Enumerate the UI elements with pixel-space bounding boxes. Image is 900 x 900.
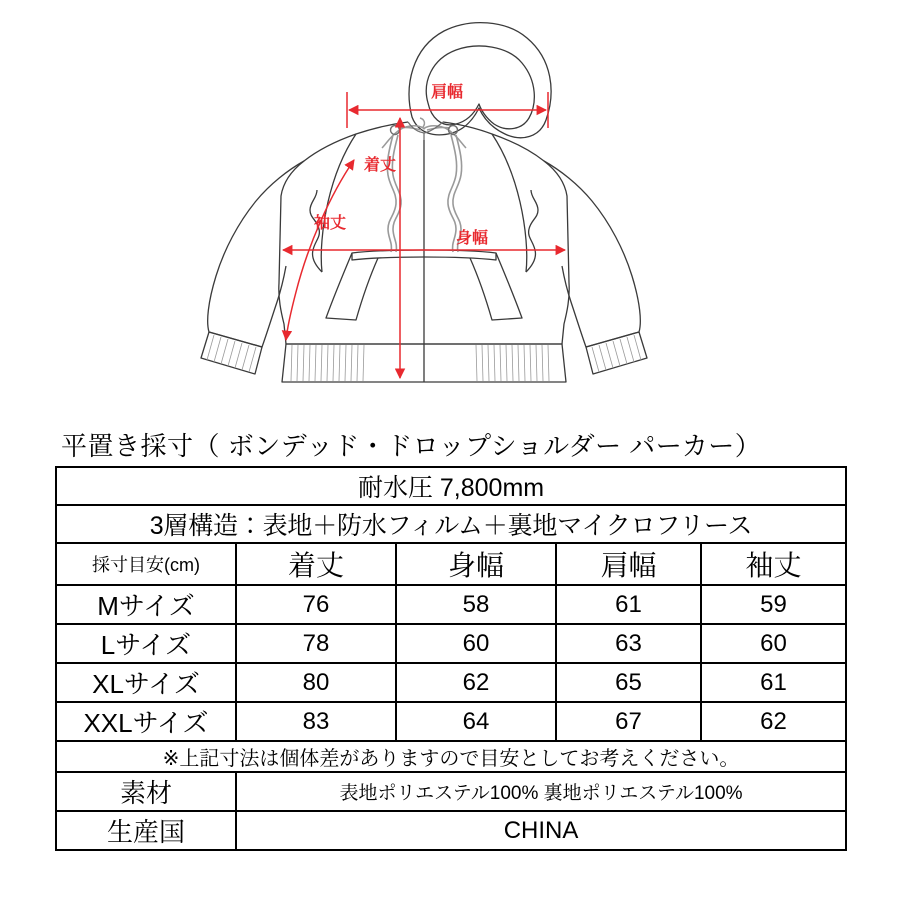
- size-value-cell: 60: [396, 624, 556, 663]
- table-row: [56, 624, 846, 663]
- header-cell-chest-width: 身幅: [396, 543, 556, 585]
- table-row-material: [56, 772, 846, 811]
- body-length-label: 着丈: [363, 157, 397, 174]
- size-spec-sheet: [55, 428, 845, 851]
- left-armhole-seam: [321, 134, 356, 272]
- size-value-cell: 76: [236, 585, 396, 624]
- chest-width-label: 身幅: [455, 230, 489, 247]
- table-header-row: [56, 543, 846, 585]
- size-value-cell: 60: [701, 624, 846, 663]
- table-row: [56, 702, 846, 741]
- size-value-cell: 61: [556, 585, 701, 624]
- waterproof-cell: [56, 467, 846, 505]
- header-cell-body-length: 着丈: [236, 543, 396, 585]
- right-armhole-seam: [492, 134, 527, 272]
- material-value-cell: 表地ポリエステル100% 裏地ポリエステル100%: [236, 772, 846, 811]
- construction-cell: [56, 505, 846, 543]
- table-row-construction: [56, 505, 846, 543]
- size-name-cell: Mサイズ: [56, 585, 236, 624]
- header-cell-measure-guide: 採寸目安(cm): [56, 543, 236, 585]
- hem-ribbing: [291, 345, 549, 381]
- size-value-cell: 78: [236, 624, 396, 663]
- waterproof-text: 耐水圧 7,800mm: [357, 474, 545, 502]
- size-name-cell: Lサイズ: [56, 624, 236, 663]
- table-row-note: [56, 741, 846, 772]
- size-value-cell: 62: [701, 702, 846, 741]
- hood-outer: [409, 23, 551, 138]
- table-row: [56, 663, 846, 702]
- hoodie-svg: [0, 0, 900, 420]
- spec-sheet-title: 平置き採寸（ ボンデッド・ドロップショルダー パーカー）: [61, 431, 762, 461]
- header-cell-sleeve-length: 袖丈: [701, 543, 846, 585]
- size-value-cell: 65: [556, 663, 701, 702]
- table-row-origin: [56, 811, 846, 850]
- size-value-cell: 67: [556, 702, 701, 741]
- origin-label-cell: 生産国: [56, 811, 236, 850]
- size-value-cell: 61: [701, 663, 846, 702]
- size-value-cell: 80: [236, 663, 396, 702]
- size-table: [55, 466, 847, 851]
- size-name-cell: XLサイズ: [56, 663, 236, 702]
- size-name-cell: XXLサイズ: [56, 702, 236, 741]
- size-value-cell: 83: [236, 702, 396, 741]
- hoodie-measurement-diagram: [0, 0, 900, 420]
- size-value-cell: 58: [396, 585, 556, 624]
- sleeve-length-label: 袖丈: [313, 215, 347, 232]
- construction-text: 3層構造：表地＋防水フィルム＋裏地マイクロフリース: [149, 512, 753, 540]
- size-value-cell: 64: [396, 702, 556, 741]
- pocket-left: [326, 253, 378, 320]
- pocket-right: [470, 253, 522, 320]
- size-value-cell: 59: [701, 585, 846, 624]
- shoulder-width-label: 肩幅: [430, 84, 464, 101]
- header-cell-shoulder-width: 肩幅: [556, 543, 701, 585]
- origin-value-cell: CHINA: [236, 811, 846, 850]
- size-value-cell: 63: [556, 624, 701, 663]
- size-value-cell: 62: [396, 663, 556, 702]
- garment-outline: [201, 23, 647, 382]
- right-sleeve-inner-seam: [526, 190, 538, 272]
- table-row-waterproof: [56, 467, 846, 505]
- right-sleeve: [544, 161, 640, 347]
- material-label-cell: 素材: [56, 772, 236, 811]
- note-text: ※上記寸法は個体差がありますので目安としてお考えください。: [162, 748, 740, 770]
- note-cell: [56, 741, 846, 772]
- table-row: [56, 585, 846, 624]
